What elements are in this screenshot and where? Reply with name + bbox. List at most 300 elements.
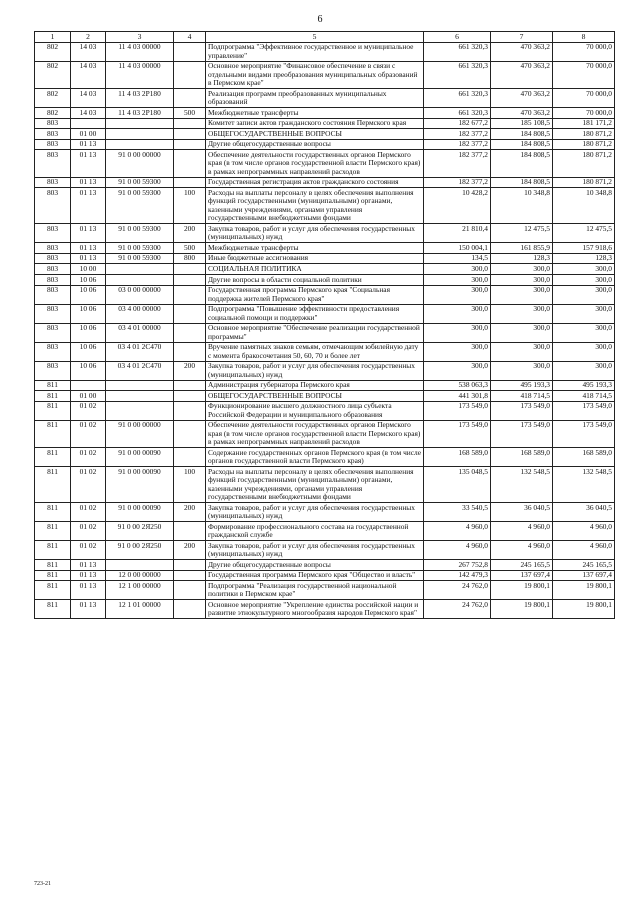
table-row [35,139,615,150]
section-code-cell: 14 03 [71,89,106,108]
amount-cell: 184 808,5 [491,139,553,150]
expense-type-cell [174,150,206,177]
target-article-cell: 11 4 03 00000 [106,42,174,61]
expense-type-cell: 200 [174,224,206,243]
section-code-cell: 10 06 [71,361,106,380]
amount-cell: 184 808,5 [491,129,553,140]
admin-code-cell: 811 [35,420,71,447]
admin-code-cell: 803 [35,264,71,275]
target-article-cell: 91 0 00 00090 [106,448,174,467]
description-cell: Вручение памятных знаков семьям, отмечающим юбилейную дату с момента бракосочетания 50, 60, 70 и более лет [206,342,424,361]
description-cell: Закупка товаров, работ и услуг для обеспечения государственных (муниципальных) нужд [206,540,424,559]
admin-code-cell: 803 [35,139,71,150]
admin-code-cell: 802 [35,108,71,119]
amount-cell: 24 762,0 [424,581,491,600]
amount-cell: 300,0 [424,304,491,323]
expense-type-cell: 200 [174,502,206,521]
description-cell: Расходы на выплаты персоналу в целях обеспечения выполнения функций государственными (муниципальными) органами, казенными учреждениями, органами управления государственными внебюджетными фондами [206,467,424,503]
amount-cell: 300,0 [553,264,615,275]
admin-code-cell: 803 [35,188,71,224]
amount-cell: 300,0 [424,323,491,342]
target-article-cell: 91 0 00 00090 [106,467,174,503]
amount-cell: 300,0 [424,342,491,361]
col-header: 4 [174,32,206,43]
budget-table [34,31,615,619]
table-row [35,274,615,285]
description-cell: Функционирование высшего должностного лица субъекта Российской Федерации и муниципального образования [206,401,424,420]
description-cell: ОБЩЕГОСУДАРСТВЕННЫЕ ВОПРОСЫ [206,391,424,402]
amount-cell: 470 363,2 [491,89,553,108]
section-code-cell: 10 06 [71,342,106,361]
table-row [35,150,615,177]
target-article-cell: 11 4 03 00000 [106,61,174,88]
amount-cell: 300,0 [491,361,553,380]
col-header: 1 [35,32,71,43]
expense-type-cell [174,521,206,540]
amount-cell: 300,0 [424,264,491,275]
target-article-cell [106,401,174,420]
table-row [35,448,615,467]
expense-type-cell: 800 [174,253,206,264]
section-code-cell: 01 13 [71,570,106,581]
section-code-cell: 01 13 [71,224,106,243]
expense-type-cell [174,391,206,402]
amount-cell: 19 800,1 [553,581,615,600]
amount-cell: 70 000,0 [553,61,615,88]
target-article-cell [106,118,174,129]
target-article-cell [106,380,174,391]
expense-type-cell [174,285,206,304]
description-cell: Другие вопросы в области социальной политики [206,274,424,285]
expense-type-cell: 100 [174,467,206,503]
amount-cell: 470 363,2 [491,108,553,119]
table-row [35,467,615,503]
amount-cell: 300,0 [424,274,491,285]
amount-cell: 4 960,0 [491,521,553,540]
amount-cell: 161 855,9 [491,243,553,254]
table-row [35,253,615,264]
amount-cell: 300,0 [491,274,553,285]
expense-type-cell [174,304,206,323]
table-row [35,118,615,129]
page-number: 6 [317,14,323,25]
amount-cell: 4 960,0 [424,540,491,559]
table-row [35,129,615,140]
target-article-cell: 91 0 00 00090 [106,502,174,521]
amount-cell: 173 549,0 [424,401,491,420]
expense-type-cell [174,380,206,391]
table-row [35,108,615,119]
expense-type-cell [174,61,206,88]
amount-cell: 173 549,0 [553,420,615,447]
amount-cell: 70 000,0 [553,108,615,119]
amount-cell: 142 479,3 [424,570,491,581]
admin-code-cell: 802 [35,42,71,61]
expense-type-cell: 500 [174,108,206,119]
section-code-cell: 01 02 [71,540,106,559]
section-code-cell: 01 13 [71,559,106,570]
amount-cell: 19 800,1 [491,600,553,619]
admin-code-cell: 811 [35,521,71,540]
col-header: 2 [71,32,106,43]
description-cell: Подпрограмма "Реализация государственной национальной политики в Пермском крае" [206,581,424,600]
amount-cell: 418 714,5 [491,391,553,402]
description-cell: Обеспечение деятельности государственных органов Пермского края (в том числе органов государственной власти Пермского края) в рамках непрограммных направлений расходов [206,150,424,177]
section-code-cell: 01 02 [71,401,106,420]
amount-cell: 267 752,8 [424,559,491,570]
amount-cell: 538 063,3 [424,380,491,391]
target-article-cell: 91 0 00 2Я250 [106,521,174,540]
amount-cell: 300,0 [491,323,553,342]
description-cell: Закупка товаров, работ и услуг для обеспечения государственных (муниципальных) нужд [206,502,424,521]
expense-type-cell [174,448,206,467]
amount-cell: 418 714,5 [553,391,615,402]
section-code-cell: 01 13 [71,243,106,254]
admin-code-cell: 803 [35,129,71,140]
admin-code-cell: 803 [35,361,71,380]
amount-cell: 173 549,0 [491,420,553,447]
expense-type-cell [174,118,206,129]
amount-cell: 12 475,5 [491,224,553,243]
expense-type-cell: 500 [174,243,206,254]
admin-code-cell: 803 [35,304,71,323]
section-code-cell: 01 02 [71,467,106,503]
section-code-cell: 01 13 [71,150,106,177]
section-code-cell: 01 02 [71,448,106,467]
amount-cell: 300,0 [553,285,615,304]
col-header: 7 [491,32,553,43]
amount-cell: 132 548,5 [491,467,553,503]
admin-code-cell: 811 [35,600,71,619]
amount-cell: 470 363,2 [491,42,553,61]
amount-cell: 36 040,5 [491,502,553,521]
expense-type-cell [174,139,206,150]
expense-type-cell [174,264,206,275]
table-row [35,323,615,342]
target-article-cell: 91 0 00 59300 [106,177,174,188]
target-article-cell: 11 4 03 2P180 [106,108,174,119]
target-article-cell: 91 0 00 59300 [106,253,174,264]
description-cell: Основное мероприятие "Финансовое обеспечение в связи с отдельными видами преобразования муниципальных образований в Пермском крае" [206,61,424,88]
section-code-cell: 14 03 [71,42,106,61]
amount-cell: 180 871,2 [553,129,615,140]
amount-cell: 168 589,0 [553,448,615,467]
table-row [35,304,615,323]
amount-cell: 184 808,5 [491,150,553,177]
admin-code-cell: 811 [35,502,71,521]
section-code-cell: 01 02 [71,502,106,521]
amount-cell: 4 960,0 [553,521,615,540]
amount-cell: 168 589,0 [491,448,553,467]
amount-cell: 300,0 [424,285,491,304]
table-row [35,61,615,88]
amount-cell: 137 697,4 [553,570,615,581]
amount-cell: 300,0 [553,361,615,380]
target-article-cell: 03 4 01 2C470 [106,361,174,380]
amount-cell: 182 377,2 [424,129,491,140]
amount-cell: 185 108,5 [491,118,553,129]
section-code-cell: 14 03 [71,61,106,88]
description-cell: Межбюджетные трансферты [206,108,424,119]
table-row [35,540,615,559]
admin-code-cell: 803 [35,243,71,254]
col-header: 8 [553,32,615,43]
amount-cell: 24 762,0 [424,600,491,619]
expense-type-cell [174,420,206,447]
amount-cell: 21 810,4 [424,224,491,243]
target-article-cell [106,391,174,402]
amount-cell: 495 193,3 [553,380,615,391]
section-code-cell: 10 06 [71,323,106,342]
admin-code-cell: 803 [35,285,71,304]
expense-type-cell [174,89,206,108]
target-article-cell: 03 4 01 00000 [106,323,174,342]
section-code-cell: 01 13 [71,581,106,600]
amount-cell: 300,0 [553,342,615,361]
section-code-cell: 14 03 [71,108,106,119]
admin-code-cell: 803 [35,177,71,188]
table-row [35,391,615,402]
description-cell: ОБЩЕГОСУДАРСТВЕННЫЕ ВОПРОСЫ [206,129,424,140]
table-row [35,420,615,447]
expense-type-cell: 200 [174,540,206,559]
admin-code-cell: 803 [35,224,71,243]
description-cell: Другие общегосударственные вопросы [206,139,424,150]
amount-cell: 300,0 [491,304,553,323]
amount-cell: 33 540,5 [424,502,491,521]
description-cell: Закупка товаров, работ и услуг для обеспечения государственных (муниципальных) нужд [206,224,424,243]
admin-code-cell: 811 [35,581,71,600]
admin-code-cell: 811 [35,391,71,402]
section-code-cell [71,380,106,391]
amount-cell: 300,0 [553,274,615,285]
table-row [35,224,615,243]
expense-type-cell [174,274,206,285]
expense-type-cell [174,600,206,619]
amount-cell: 173 549,0 [424,420,491,447]
amount-cell: 300,0 [491,285,553,304]
amount-cell: 300,0 [491,264,553,275]
target-article-cell: 91 0 00 59300 [106,188,174,224]
amount-cell: 157 918,6 [553,243,615,254]
admin-code-cell: 811 [35,559,71,570]
description-cell: Межбюджетные трансферты [206,243,424,254]
section-code-cell: 01 13 [71,177,106,188]
amount-cell: 4 960,0 [491,540,553,559]
amount-cell: 184 808,5 [491,177,553,188]
description-cell: Другие общегосударственные вопросы [206,559,424,570]
amount-cell: 4 960,0 [424,521,491,540]
description-cell: Государственная программа Пермского края "Социальная поддержка жителей Пермского края" [206,285,424,304]
amount-cell: 135 048,5 [424,467,491,503]
description-cell: Комитет записи актов гражданского состояния Пермского края [206,118,424,129]
target-article-cell: 91 0 00 59300 [106,224,174,243]
admin-code-cell: 803 [35,274,71,285]
amount-cell: 173 549,0 [491,401,553,420]
amount-cell: 128,3 [491,253,553,264]
expense-type-cell [174,42,206,61]
expense-type-cell [174,129,206,140]
admin-code-cell: 802 [35,61,71,88]
section-code-cell: 01 13 [71,188,106,224]
amount-cell: 132 548,5 [553,467,615,503]
amount-cell: 182 677,2 [424,118,491,129]
table-row [35,570,615,581]
description-cell: Государственная регистрация актов гражданского состояния [206,177,424,188]
section-code-cell: 01 02 [71,521,106,540]
amount-cell: 70 000,0 [553,42,615,61]
expense-type-cell [174,581,206,600]
description-cell: Подпрограмма "Повышение эффективности предоставления социальной помощи и поддержки" [206,304,424,323]
table-row [35,559,615,570]
table-row [35,177,615,188]
amount-cell: 180 871,2 [553,150,615,177]
section-code-cell: 01 13 [71,600,106,619]
amount-cell: 182 377,2 [424,150,491,177]
table-row [35,361,615,380]
section-code-cell: 01 13 [71,253,106,264]
amount-cell: 182 377,2 [424,139,491,150]
table-row [35,264,615,275]
amount-cell: 245 165,5 [491,559,553,570]
admin-code-cell: 811 [35,540,71,559]
admin-code-cell: 803 [35,342,71,361]
admin-code-cell: 811 [35,401,71,420]
target-article-cell [106,559,174,570]
amount-cell: 168 589,0 [424,448,491,467]
footer-code: 723-21 [34,881,51,887]
amount-cell: 10 348,8 [491,188,553,224]
target-article-cell: 03 4 00 00000 [106,304,174,323]
target-article-cell: 91 0 00 2Я250 [106,540,174,559]
col-header: 6 [424,32,491,43]
table-row [35,380,615,391]
admin-code-cell: 811 [35,467,71,503]
admin-code-cell: 811 [35,570,71,581]
amount-cell: 12 475,5 [553,224,615,243]
target-article-cell: 03 0 00 00000 [106,285,174,304]
amount-cell: 181 171,2 [553,118,615,129]
table-row [35,342,615,361]
section-code-cell: 10 00 [71,264,106,275]
table-row [35,502,615,521]
amount-cell: 10 428,2 [424,188,491,224]
amount-cell: 180 871,2 [553,139,615,150]
expense-type-cell [174,342,206,361]
col-header: 3 [106,32,174,43]
amount-cell: 661 320,3 [424,89,491,108]
expense-type-cell [174,570,206,581]
target-article-cell: 91 0 00 59300 [106,243,174,254]
admin-code-cell: 811 [35,380,71,391]
description-cell: Основное мероприятие "Укрепление единства российской нации и развитие этнокультурного многообразия народов Пермского края" [206,600,424,619]
amount-cell: 441 301,8 [424,391,491,402]
description-cell: СОЦИАЛЬНАЯ ПОЛИТИКА [206,264,424,275]
target-article-cell [106,139,174,150]
table-body [35,42,615,619]
admin-code-cell: 802 [35,89,71,108]
amount-cell: 245 165,5 [553,559,615,570]
table-row [35,243,615,254]
table-row [35,581,615,600]
amount-cell: 661 320,3 [424,61,491,88]
table-row [35,89,615,108]
table-row [35,42,615,61]
amount-cell: 137 697,4 [491,570,553,581]
amount-cell: 150 004,1 [424,243,491,254]
description-cell: Содержание государственных органов Пермского края (в том числе органов государственной власти Пермского края) [206,448,424,467]
amount-cell: 173 549,0 [553,401,615,420]
description-cell: Государственная программа Пермского края "Общество и власть" [206,570,424,581]
expense-type-cell [174,177,206,188]
description-cell: Основное мероприятие "Обеспечение реализации государственной программы" [206,323,424,342]
table-header-row [35,32,615,43]
description-cell: Подпрограмма "Эффективное государственное и муниципальное управление" [206,42,424,61]
target-article-cell [106,274,174,285]
target-article-cell: 91 0 00 00000 [106,150,174,177]
description-cell: Формирование профессионального состава на государственной гражданской службе [206,521,424,540]
amount-cell: 36 040,5 [553,502,615,521]
table-row [35,600,615,619]
amount-cell: 134,5 [424,253,491,264]
admin-code-cell: 803 [35,150,71,177]
section-code-cell: 10 06 [71,274,106,285]
section-code-cell: 01 00 [71,391,106,402]
description-cell: Иные бюджетные ассигнования [206,253,424,264]
target-article-cell [106,129,174,140]
amount-cell: 661 320,3 [424,42,491,61]
amount-cell: 19 800,1 [491,581,553,600]
amount-cell: 4 960,0 [553,540,615,559]
description-cell: Закупка товаров, работ и услуг для обеспечения государственных (муниципальных) нужд [206,361,424,380]
amount-cell: 470 363,2 [491,61,553,88]
description-cell: Реализация программ преобразованных муниципальных образований [206,89,424,108]
description-cell: Администрация губернатора Пермского края [206,380,424,391]
target-article-cell: 11 4 03 2P180 [106,89,174,108]
amount-cell: 300,0 [553,323,615,342]
amount-cell: 661 320,3 [424,108,491,119]
col-header: 5 [206,32,424,43]
section-code-cell: 10 06 [71,285,106,304]
table-row [35,521,615,540]
section-code-cell: 01 13 [71,139,106,150]
amount-cell: 19 800,1 [553,600,615,619]
description-cell: Обеспечение деятельности государственных органов Пермского края (в том числе органов государственной власти Пермского края) в рамках непрограммных направлений расходов [206,420,424,447]
expense-type-cell: 100 [174,188,206,224]
table-row [35,401,615,420]
target-article-cell [106,264,174,275]
section-code-cell: 01 00 [71,129,106,140]
admin-code-cell: 803 [35,118,71,129]
admin-code-cell: 803 [35,253,71,264]
table-row [35,285,615,304]
section-code-cell: 01 02 [71,420,106,447]
expense-type-cell [174,559,206,570]
target-article-cell: 03 4 01 2C470 [106,342,174,361]
target-article-cell: 91 0 00 00000 [106,420,174,447]
target-article-cell: 12 0 00 00000 [106,570,174,581]
expense-type-cell [174,401,206,420]
description-cell: Расходы на выплаты персоналу в целях обеспечения выполнения функций государственными (муниципальными) органами, казенными учреждениями, органами управления государственными внебюджетными фондами [206,188,424,224]
amount-cell: 495 193,3 [491,380,553,391]
admin-code-cell: 803 [35,323,71,342]
amount-cell: 300,0 [553,304,615,323]
amount-cell: 10 348,8 [553,188,615,224]
expense-type-cell [174,323,206,342]
target-article-cell: 12 1 01 00000 [106,600,174,619]
amount-cell: 180 871,2 [553,177,615,188]
amount-cell: 128,3 [553,253,615,264]
